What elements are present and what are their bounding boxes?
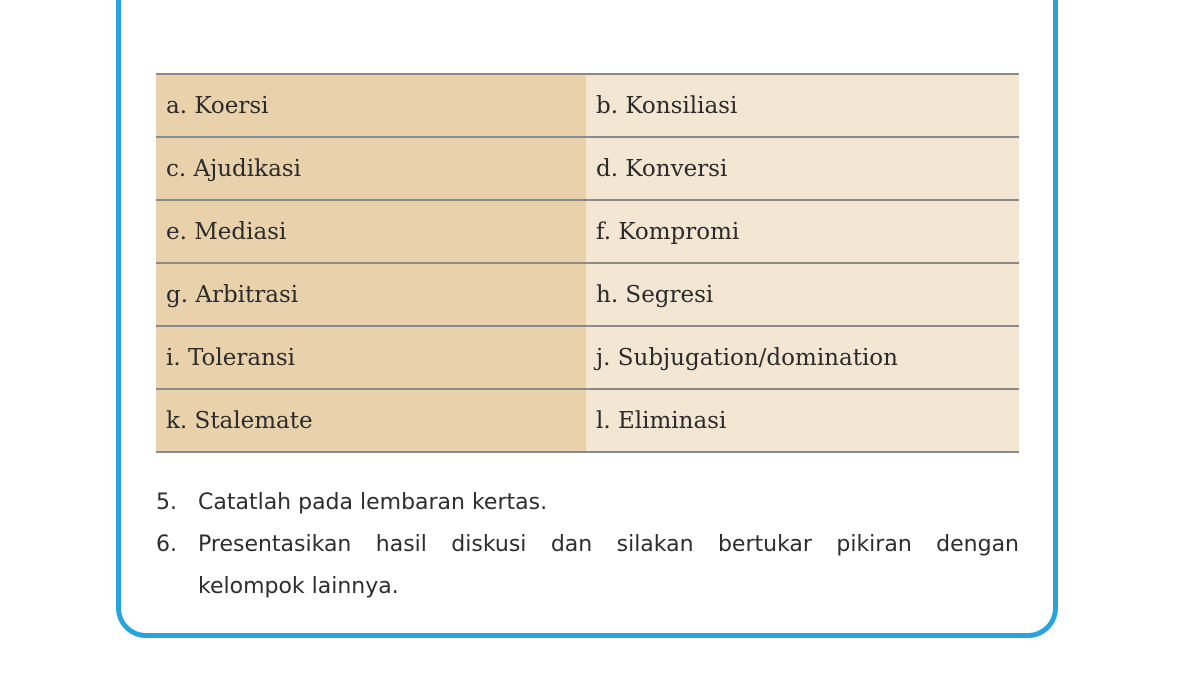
list-item [156,482,1019,524]
table-cell: a. Koersi [156,74,586,137]
list-item-text: Catatlah pada lembaran kertas. [198,490,548,515]
list-item [156,524,1019,608]
list-item-number: 6. [156,532,177,557]
list-item-text [198,524,1019,608]
table-cell: d. Konversi [586,137,1019,200]
list-item-text-line: kelompok lainnya. [198,574,399,599]
table-cell: h. Segresi [586,263,1019,326]
conflict-resolution-table [156,73,1019,453]
table-cell: b. Konsiliasi [586,74,1019,137]
table-row [156,137,1019,200]
table-row [156,200,1019,263]
table-row [156,74,1019,137]
list-item-text-line: Presentasikan hasil diskusi dan silakan bertukar pikiran dengan [198,532,1019,557]
table-row [156,389,1019,452]
table-cell: j. Subjugation/domination [586,326,1019,389]
table-cell: c. Ajudikasi [156,137,586,200]
table-cell: g. Arbitrasi [156,263,586,326]
instruction-list [156,482,1019,608]
table-cell: e. Mediasi [156,200,586,263]
table-row [156,263,1019,326]
table-cell: i. Toleransi [156,326,586,389]
table-cell: l. Eliminasi [586,389,1019,452]
table-cell: k. Stalemate [156,389,586,452]
list-item-number: 5. [156,490,177,515]
table-cell: f. Kompromi [586,200,1019,263]
table-row [156,326,1019,389]
